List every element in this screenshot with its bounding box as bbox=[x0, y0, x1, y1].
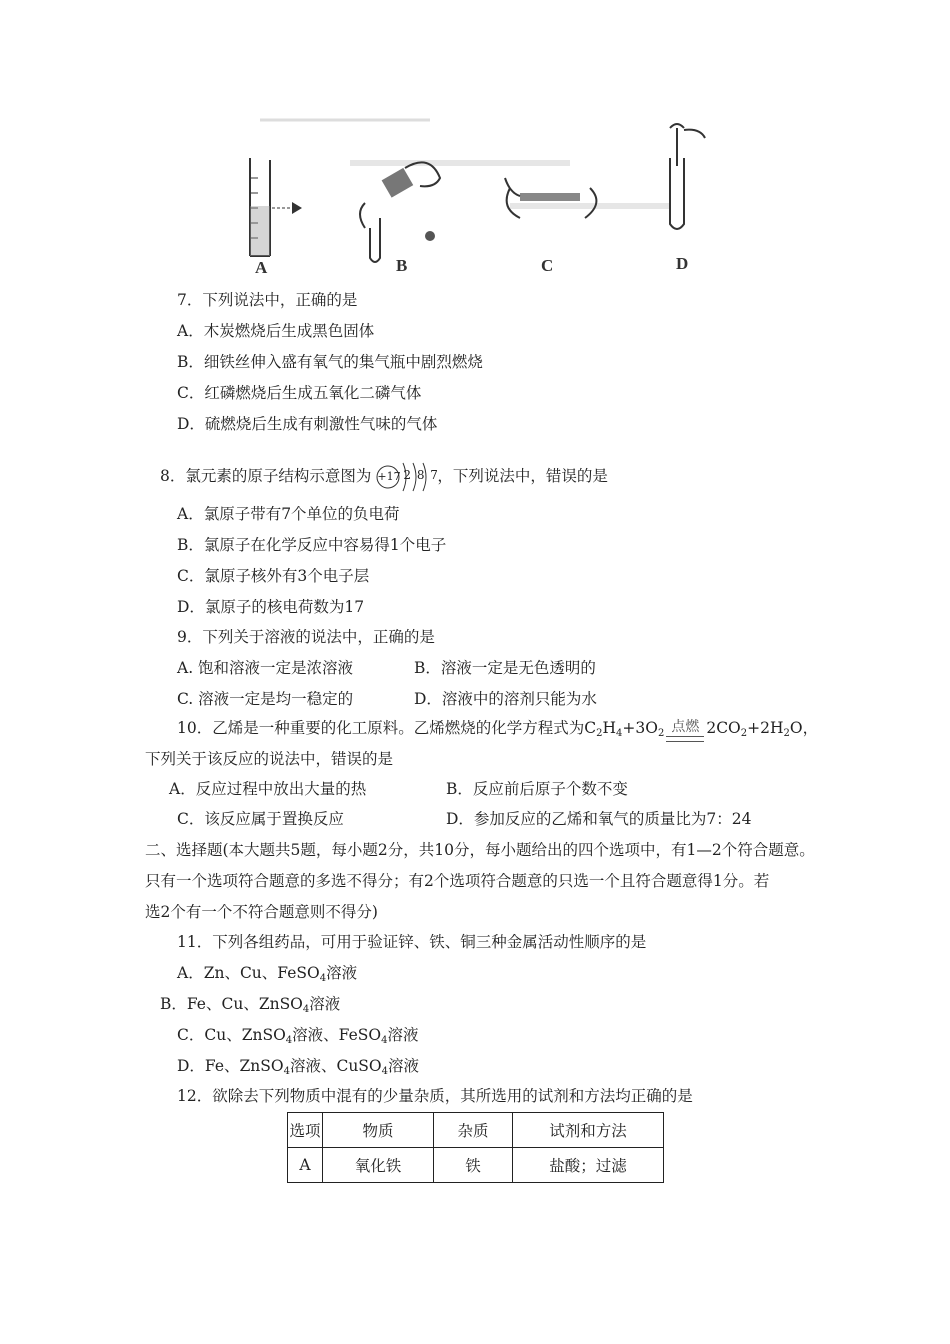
q9-stem: 9．下列关于溶液的说法中，正确的是 bbox=[177, 628, 435, 646]
table-cell-method: 盐酸；过滤 bbox=[513, 1148, 664, 1183]
q7-option-b: B．细铁丝伸入盛有氧气的集气瓶中剧烈燃烧 bbox=[177, 353, 483, 371]
q11-option-c: C．Cu、ZnSO$_4$溶液、FeSO$_4$溶液 bbox=[177, 1026, 419, 1046]
q8-option-c: C．氯原子核外有3个电子层 bbox=[177, 567, 370, 585]
q11-option-d: D．Fe、ZnSO$_4$溶液、CuSO$_4$溶液 bbox=[177, 1057, 420, 1077]
atom-nucleus: +17 bbox=[377, 470, 401, 483]
q10-option-c: C．该反应属于置换反应 bbox=[177, 810, 344, 828]
section2-line1: 二、选择题(本大题共5题，每小题2分，共10分，每小题给出的四个选项中，有1—2个符合题意。 bbox=[145, 841, 815, 859]
section2-line2: 只有一个选项符合题意的多选不得分；有2个选项符合题意的只选一个且符合题意得1分。若 bbox=[145, 872, 770, 890]
section2-line3: 选2个有一个不符合题意则不得分) bbox=[145, 903, 378, 921]
dropper-test-tube-icon bbox=[670, 124, 705, 229]
table-cell-option: A bbox=[288, 1148, 323, 1183]
q9-option-a: A. 饱和溶液一定是浓溶液 bbox=[177, 659, 354, 677]
q11-option-b: B．Fe、Cu、ZnSO$_4$溶液 bbox=[160, 995, 341, 1015]
q12-table bbox=[287, 1112, 664, 1183]
q7-option-c: C．红磷燃烧后生成五氧化二磷气体 bbox=[177, 384, 422, 402]
q8-stem bbox=[160, 456, 608, 496]
q10-stem-line1 bbox=[177, 718, 818, 738]
atom-shells: 2 8 7 bbox=[403, 468, 439, 482]
q9-option-b: B．溶液一定是无色透明的 bbox=[414, 659, 596, 677]
figure-label-c: C bbox=[541, 256, 554, 275]
figure-label-b: B bbox=[396, 256, 408, 275]
table-header-impurity: 杂质 bbox=[434, 1113, 513, 1148]
q10-stem-pre: 10．乙烯是一种重要的化工原料。乙烯燃烧的化学方程式为 bbox=[177, 719, 585, 737]
figure-label-a: A bbox=[255, 258, 268, 277]
equation-reactants: $C_2H_4+3O_2$ bbox=[584, 719, 665, 739]
q8-option-a: A．氯原子带有7个单位的负电荷 bbox=[177, 505, 400, 523]
q11-option-a: A．Zn、Cu、FeSO$_4$溶液 bbox=[177, 964, 358, 984]
table-cell-impurity: 铁 bbox=[434, 1148, 513, 1183]
q8-stem-pre: 8．氯元素的原子结构示意图为 bbox=[160, 467, 372, 485]
table-row bbox=[288, 1148, 664, 1183]
q7-option-a: A．木炭燃烧后生成黑色固体 bbox=[177, 322, 375, 340]
q7-stem: 7．下列说法中，正确的是 bbox=[177, 291, 358, 309]
q10-option-a: A．反应过程中放出大量的热 bbox=[169, 780, 367, 798]
figure-label-d: D bbox=[676, 254, 689, 273]
table-header-substance: 物质 bbox=[323, 1113, 434, 1148]
q10-option-b: B．反应前后原子个数不变 bbox=[446, 780, 628, 798]
table-header-option: 选项 bbox=[288, 1113, 323, 1148]
q11-stem: 11．下列各组药品，可用于验证锌、铁、铜三种金属活动性顺序的是 bbox=[177, 933, 647, 951]
reaction-condition: 点燃 bbox=[671, 719, 700, 735]
q8-option-d: D．氯原子的核电荷数为17 bbox=[177, 598, 365, 616]
q12-stem: 12．欲除去下列物质中混有的少量杂质，其所选用的试剂和方法均正确的是 bbox=[177, 1087, 693, 1105]
connecting-tubes-icon bbox=[505, 178, 596, 218]
table-header-method: 试剂和方法 bbox=[513, 1113, 664, 1148]
q10-option-d: D．参加反应的乙烯和氧气的质量比为7：24 bbox=[446, 810, 752, 828]
reaction-arrow bbox=[666, 719, 704, 736]
equation-products: $2CO_2+2H_2O$， bbox=[706, 719, 819, 739]
table-cell-substance: 氧化铁 bbox=[323, 1148, 434, 1183]
lab-operations-figure bbox=[240, 118, 720, 278]
q8-stem-post: ，下列说法中，错误的是 bbox=[437, 467, 608, 485]
table-header-row bbox=[288, 1113, 664, 1148]
chlorine-atom-diagram bbox=[375, 459, 439, 495]
q10-stem-line2: 下列关于该反应的说法中，错误的是 bbox=[145, 750, 394, 768]
q8-option-b: B．氯原子在化学反应中容易得1个电子 bbox=[177, 536, 447, 554]
q9-option-c: C. 溶液一定是均一稳定的 bbox=[177, 690, 354, 708]
q7-option-d: D．硫燃烧后生成有刺激性气味的气体 bbox=[177, 415, 438, 433]
graduated-cylinder-icon bbox=[250, 158, 302, 256]
pouring-liquid-icon bbox=[360, 162, 440, 262]
q9-option-d: D．溶液中的溶剂只能为水 bbox=[414, 690, 597, 708]
